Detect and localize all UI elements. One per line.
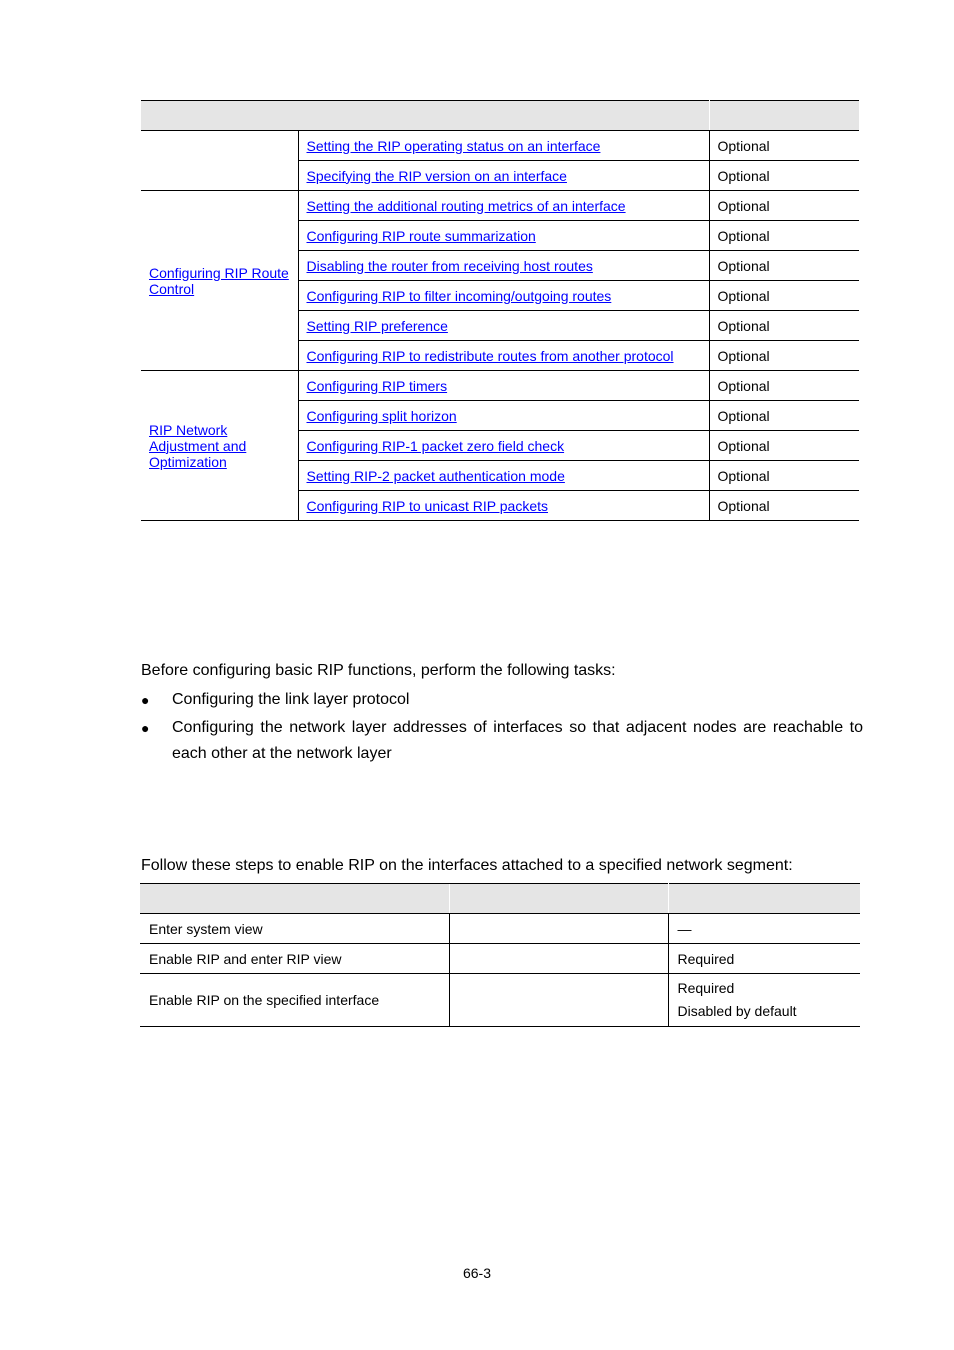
remark-cell (668, 974, 860, 1027)
header-remarks (709, 101, 859, 131)
remark-cell: Optional (709, 161, 859, 191)
remark-cell: Optional (709, 221, 859, 251)
bullet-text: Configuring the link layer protocol (172, 691, 410, 708)
remark-cell: Optional (709, 491, 859, 521)
group-label-route-control (141, 191, 298, 371)
enable-rip-table (140, 883, 860, 1027)
group-link-optimization[interactable]: RIP Network Adjustment and Optimization (149, 421, 247, 470)
task-link[interactable]: Configuring RIP timers (306, 377, 448, 394)
task-link[interactable]: Setting RIP-2 packet authentication mode (306, 467, 565, 484)
group-label-basic (141, 131, 298, 191)
operation-cell: Enter system view (140, 914, 449, 944)
task-link[interactable]: Configuring RIP to filter incoming/outgoing routes (306, 287, 612, 304)
remark-cell: Optional (709, 191, 859, 221)
table-row (141, 371, 859, 401)
remark-cell: — (668, 914, 860, 944)
remark-cell: Optional (709, 251, 859, 281)
remark-cell: Optional (709, 311, 859, 341)
command-cell (449, 914, 668, 944)
task-link[interactable]: Configuring RIP-1 packet zero field check (306, 437, 565, 454)
command-cell (449, 974, 668, 1027)
table-header-row (141, 101, 859, 131)
bullet-icon: ● (141, 692, 150, 708)
table-header-row (140, 884, 860, 914)
header-command (449, 884, 668, 914)
page-number: 66-3 (462, 1265, 492, 1281)
table-row (140, 944, 860, 974)
table-row (140, 914, 860, 944)
header-remarks (668, 884, 860, 914)
group-link-route-control[interactable]: Configuring RIP Route Control (149, 264, 289, 297)
command-cell (449, 944, 668, 974)
bullet-icon: ● (141, 720, 150, 736)
remark-cell: Optional (709, 371, 859, 401)
remark-cell: Required (668, 944, 860, 974)
task-link[interactable]: Setting the RIP operating status on an interface (306, 137, 601, 154)
operation-cell: Enable RIP on the specified interface (140, 974, 449, 1027)
remark-cell: Optional (709, 431, 859, 461)
remark-cell: Optional (709, 461, 859, 491)
operation-cell: Enable RIP and enter RIP view (140, 944, 449, 974)
task-link[interactable]: Setting the additional routing metrics of an interface (306, 197, 626, 214)
rip-task-table (141, 100, 859, 521)
remark-cell: Optional (709, 401, 859, 431)
task-link[interactable]: Configuring RIP to redistribute routes from another protocol (306, 347, 674, 364)
enable-intro: Follow these steps to enable RIP on the interfaces attached to a specified network segment: (141, 857, 793, 874)
list-item (141, 687, 863, 713)
task-link[interactable]: Specifying the RIP version on an interface (306, 167, 567, 184)
task-link[interactable]: Configuring RIP to unicast RIP packets (306, 497, 548, 514)
header-operation (140, 884, 449, 914)
table-row (140, 974, 860, 1027)
header-task (141, 101, 709, 131)
list-item (141, 715, 863, 767)
remark-cell: Optional (709, 341, 859, 371)
bullet-text: Configuring the network layer addresses of interfaces so that adjacent nodes are reachable to each other at the network layer (172, 719, 863, 762)
prereq-intro: Before configuring basic RIP functions, perform the following tasks: (141, 662, 616, 679)
table-row (141, 131, 859, 161)
remark-line: Disabled by default (677, 1003, 797, 1019)
remark-cell: Optional (709, 281, 859, 311)
group-label-optimization (141, 371, 298, 521)
task-link[interactable]: Disabling the router from receiving host routes (306, 257, 593, 274)
table-row (141, 191, 859, 221)
task-link[interactable]: Configuring RIP route summarization (306, 227, 536, 244)
remark-cell: Optional (709, 131, 859, 161)
remark-line: Required (677, 980, 735, 996)
task-link[interactable]: Setting RIP preference (306, 317, 448, 334)
task-link[interactable]: Configuring split horizon (306, 407, 457, 424)
